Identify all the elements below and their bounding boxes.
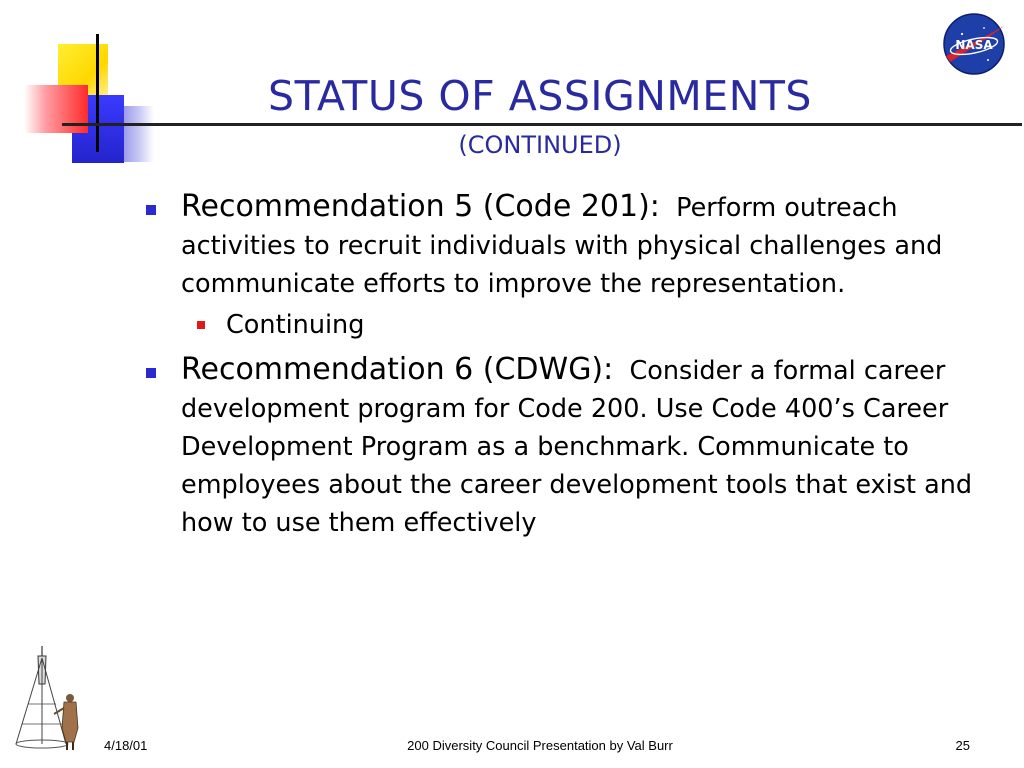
title-rule <box>62 123 1022 126</box>
nasa-logo-icon <box>940 10 1008 78</box>
nasa-logo-text: NASA <box>955 38 993 52</box>
footer-date: 4/18/01 <box>104 738 148 753</box>
bullet-marker-icon <box>146 205 156 215</box>
slide-title: STATUS OF ASSIGNMENTS <box>268 72 812 120</box>
decor-vertical-line <box>96 34 99 152</box>
slide-subtitle: (CONTINUED) <box>458 131 622 159</box>
sub-bullet-marker-icon <box>197 321 205 329</box>
bullet-item <box>140 351 990 542</box>
bullet-text: Perform outreach activities to recruit individuals with physical challenges and communicate efforts to improve the representation. <box>181 193 943 299</box>
bullet-lead: Recommendation 6 (CDWG): <box>181 352 614 387</box>
rocket-illustration-icon <box>4 644 88 754</box>
bullet-text: Consider a formal career development program for Code 200. Use Code 400’s Career Development Program as a benchmark. Communicate to employees about the career development tools that exist and how to use them effectively <box>181 356 973 538</box>
bullet-list <box>140 188 990 542</box>
bullet-marker-icon <box>146 368 156 378</box>
footer-page-number: 25 <box>955 738 970 753</box>
footer-presentation-title: 200 Diversity Council Presentation by Val Burr <box>407 738 673 753</box>
bullet-lead: Recommendation 5 (Code 201): <box>181 189 660 224</box>
sub-bullet-text: Continuing <box>226 310 365 340</box>
sub-bullet-item <box>140 305 990 345</box>
bullet-item <box>140 188 990 303</box>
